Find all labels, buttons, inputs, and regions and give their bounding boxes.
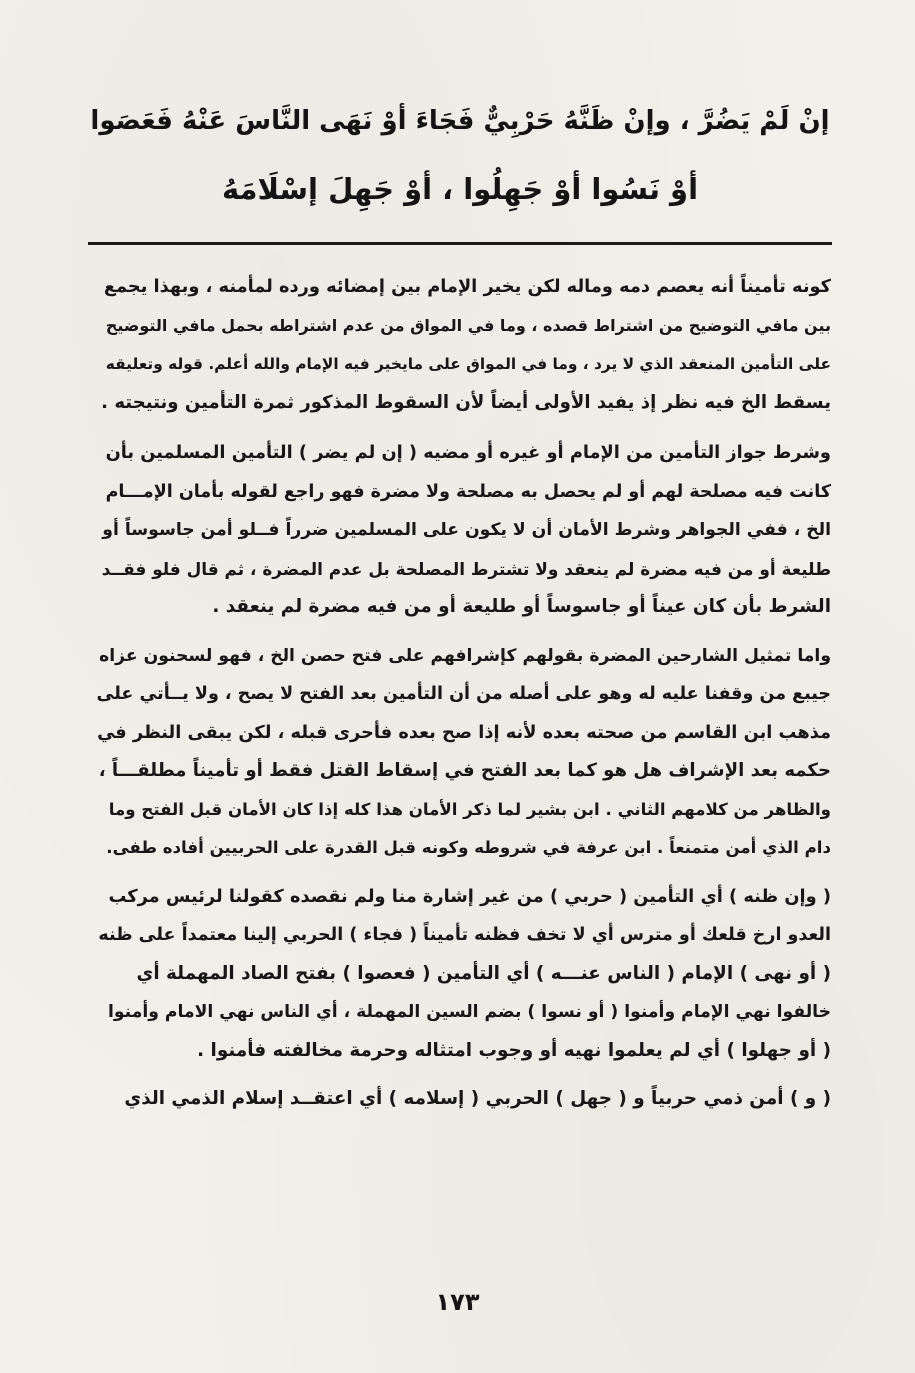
page-number: ١٧٣ [435,1288,480,1316]
text-line: ( و ) أمن ذمي حربياً و ( جهل ) الحربي ( إسلامه ) أي اعتقــد إسلام الذمي الذي [124,1088,831,1109]
text-line: كونه تأميناً أنه يعصم دمه وماله لكن يخير الإمام بين إمضائه ورده لمأمنه ، وبهذا يجمع [103,276,831,297]
text-line: على التأمين المنعقد الذي لا يرد ، وما في المواق على مايخير فيه الإمام والله أعلم. قوله وتعليقه [105,355,831,373]
text-line: ( أو نهى ) الإمام ( الناس عنـــه ) أي التأمين ( فعصوا ) بفتح الصاد المهملة أي [136,962,831,984]
text-line: حكمه بعد الإشراف هل هو كما بعد الفتح في إسقاط القتل فقط أو تأميناً مطلقـــاً ، [98,760,831,781]
text-line: بين مافي التوضيح من اشتراط قصده ، وما في المواق من عدم اشتراطه بحمل مافي التوضيح [105,315,831,335]
text-line: والظاهر من كلامهم الثاني . ابن بشير لما ذكر الأمان هذا كله إذا كان الأمان قبل الفتح وما [108,799,831,819]
paragraph-5 [96,1080,831,1119]
text-line: الشرط بأن كان عيناً أو جاسوساً أو طليعة أو من فيه مضرة لم ينعقد . [212,596,831,617]
matn-line-1: إنْ لَمْ يَضُرَّ ، وإنْ ظَنَّهُ حَرْبِيٌّ فَجَاءَ أوْ نَهَى النَّاسَ عَنْهُ فَعَصَوا [90,106,830,136]
paragraph-4 [96,878,831,1071]
text-line: يسقط الخ فيه نظر إذ يفيد الأولى أيضاً لأن السقوط المذكور ثمرة التأمين ونتيجته . [101,391,831,413]
text-line: طليعة أو من فيه مضرة لم ينعقد ولا تشترط المصلحة بل عدم المضرة ، ثم قال فلو فقــد [101,558,831,579]
text-line: دام الذي أمن متمنعاً . ابن عرفة في شروطه وكونه قبل القدرة على الحربيين أفاده طفى. [106,838,831,857]
text-line: الخ ، ففي الجواهر وشرط الأمان أن لا يكون على المسلمين ضرراً فــلو أمن جاسوساً أو [102,520,831,540]
text-line: ( أو جهلوا ) أي لم يعلموا نهيه أو وجوب امتثاله وحرمة مخالفته فأمنوا . [197,1039,831,1061]
text-line: العدو ارخ قلعك أو مترس أي لا تخف فظنه تأميناً ( فجاء ) الحربي إلينا معتمداً على ظنه [98,925,831,945]
paragraph-3 [96,637,831,868]
text-line: واما تمثيل الشارحين المضرة بقولهم كإشرافهم على فتح حصن الخ ، فهو لسحنون عزاه [99,645,831,666]
paragraph-1 [96,268,831,422]
text-line: ( وإن ظنه ) أي التأمين ( حربي ) من غير إشارة منا ولم نقصده كقولنا لرئيس مركب [108,885,831,907]
text-line: وشرط جواز التأمين من الإمام أو غيره أو مضيه ( إن لم يضر ) التأمين المسلمين بأن [105,442,831,463]
text-line: كانت فيه مصلحة لهم أو لم يحصل به مصلحة ولا مضرة فهو راجع لقوله بأمان الإمـــام [105,481,831,502]
separator-rule [88,242,832,245]
paragraph-2 [96,434,831,627]
matn-line-2: أوْ نَسُوا أوْ جَهِلُوا ، أوْ جَهِلَ إسْلَامَهُ [221,172,699,206]
text-line: خالفوا نهي الإمام وأمنوا ( أو نسوا ) بضم السين المهملة ، أي الناس نهي الامام وأمنوا [108,1002,831,1022]
commentary-text [96,268,831,1127]
text-line: جيبع من وقفنا عليه له وهو على أصله من أن التأمين بعد الفتح لا يصح ، ولا يــأتي على [96,684,831,704]
text-line: مذهب ابن القاسم من صحته بعده لأنه إذا صح بعده فأحرى قبله ، لكن يبقى النظر في [97,721,831,743]
